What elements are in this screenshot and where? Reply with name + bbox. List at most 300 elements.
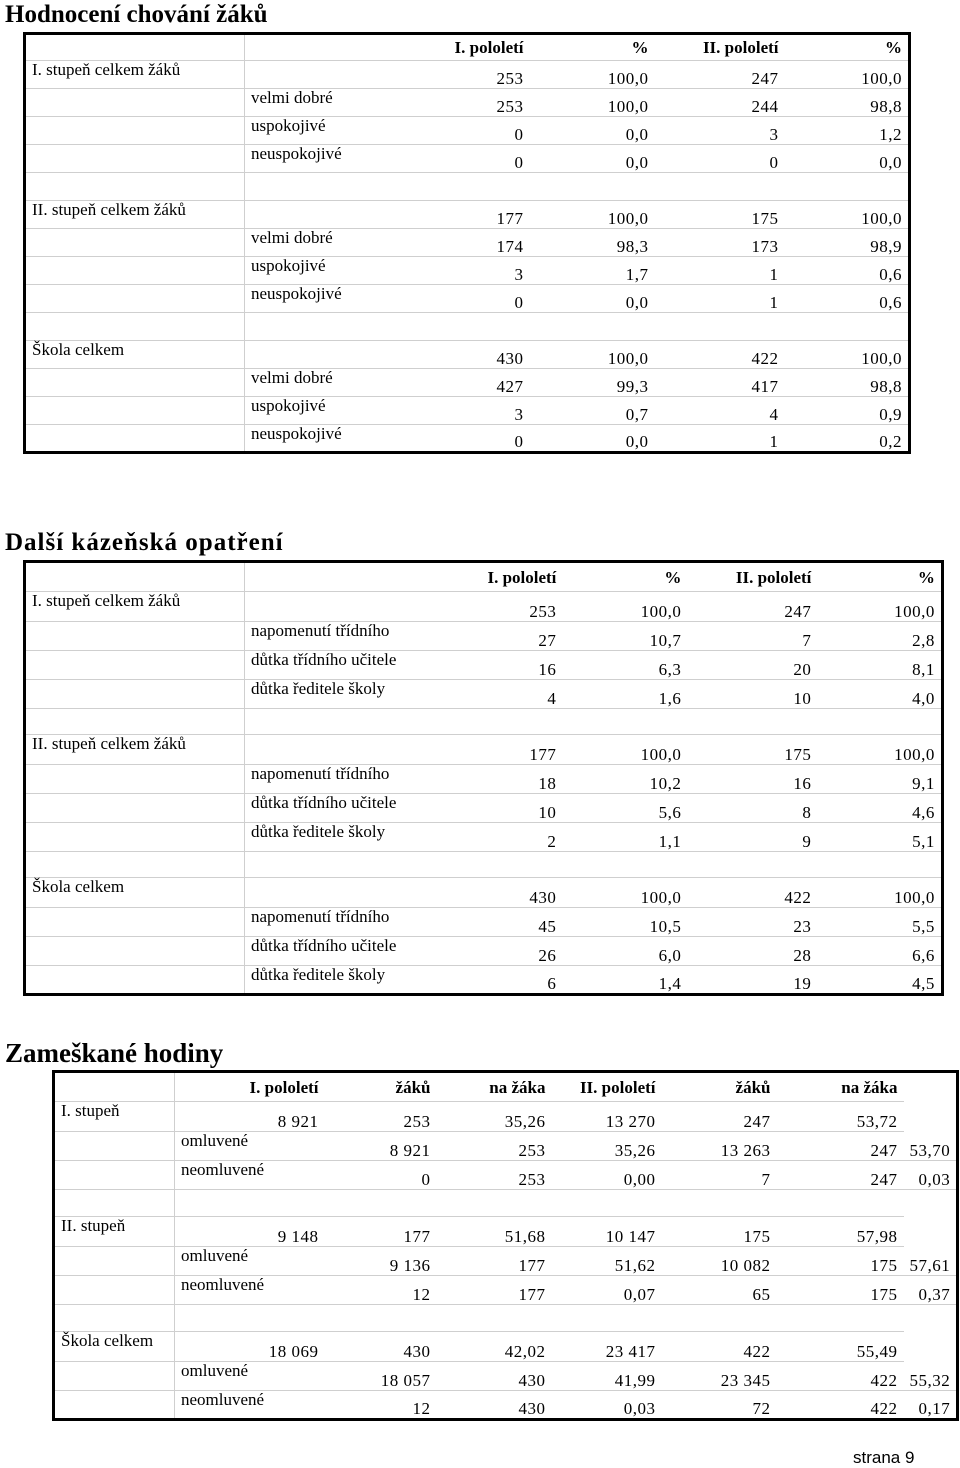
gap-cell [25,173,245,201]
gap-cell [370,173,530,201]
group-label: II. stupeň celkem žáků [25,201,245,229]
group-total-value: 422 [662,1332,777,1362]
row-value: 247 [777,1161,904,1190]
table-header-row [25,562,943,592]
group-total-value: 247 [655,61,785,89]
row-spacer [25,369,245,397]
row-value: 1,4 [562,966,687,995]
row-label: důtka třídního učitele [245,651,403,680]
row-spacer [54,1362,175,1391]
group-label: I. stupeň celkem žáků [25,592,245,622]
row-spacer [54,1161,175,1190]
group-total-value: 422 [655,341,785,369]
row-value: 6,0 [562,937,687,966]
row-value: 0,07 [552,1276,662,1305]
table-row [25,765,943,794]
row-value: 0,17 [904,1391,958,1420]
column-header: na žáka [437,1072,552,1102]
row-label: neuspokojivé [245,425,370,453]
row-value: 10,7 [562,622,687,651]
table-row [25,425,910,453]
gap-cell [25,313,245,341]
group-total-value: 51,68 [437,1217,552,1247]
table-row [54,1391,958,1420]
row-value: 98,8 [785,89,910,117]
row-label: důtka ředitele školy [245,966,403,995]
column-header: žáků [662,1072,777,1102]
row-value: 1 [655,257,785,285]
row-value: 1,6 [562,680,687,709]
header-spacer [245,562,403,592]
group-total-value: 42,02 [437,1332,552,1362]
column-header: na žáka [777,1072,904,1102]
row-value: 72 [662,1391,777,1420]
row-value: 247 [777,1132,904,1161]
row-value: 430 [437,1362,552,1391]
group-total-row [25,735,943,765]
row-spacer [25,425,245,453]
gap-cell [54,1305,175,1332]
row-value: 177 [437,1247,552,1276]
table-row [54,1161,958,1190]
table-header-row [25,34,910,61]
row-value: 9 [687,823,817,852]
header-spacer [54,1072,175,1102]
row-value: 4,5 [817,966,942,995]
table-row [54,1247,958,1276]
table-header-row [54,1072,958,1102]
row-value: 27 [402,622,562,651]
row-value: 5,5 [817,908,942,937]
row-value: 4 [402,680,562,709]
group-total-value: 175 [687,735,817,765]
row-value: 0,2 [785,425,910,453]
row-value: 175 [777,1247,904,1276]
header-spacer [25,562,245,592]
row-value: 1,7 [530,257,655,285]
row-value: 422 [777,1391,904,1420]
row-value: 174 [370,229,530,257]
group-total-value: 430 [402,878,562,908]
gap-cell [687,852,817,878]
row-spacer [25,794,245,823]
row-value: 18 [402,765,562,794]
group-total-value: 100,0 [785,341,910,369]
row-label: důtka třídního učitele [245,937,403,966]
row-label: důtka ředitele školy [245,680,403,709]
header-spacer [25,34,245,61]
table-row [25,229,910,257]
group-gap-row [25,173,910,201]
group-total-value: 100,0 [817,592,942,622]
column-header: % [817,562,942,592]
gap-cell [777,1305,904,1332]
gap-cell [562,852,687,878]
gap-cell [25,852,245,878]
row-value: 9 136 [325,1247,437,1276]
gap-cell [817,709,942,735]
row-value: 12 [325,1391,437,1420]
row-value: 28 [687,937,817,966]
row-spacer [25,937,245,966]
gap-cell [785,173,910,201]
group-total-row [54,1332,958,1362]
row-value: 0,6 [785,285,910,313]
row-label: uspokojivé [245,257,370,285]
column-header: I. pololetí [370,34,530,61]
group-total-value: 175 [655,201,785,229]
row-value: 5,6 [562,794,687,823]
row-value: 19 [687,966,817,995]
row-value: 0 [370,117,530,145]
column-header: % [785,34,910,61]
row-spacer [54,1391,175,1420]
gap-cell [785,313,910,341]
discipline-title: Další kázeňská opatření [5,529,284,556]
row-value: 55,32 [904,1362,958,1391]
row-value: 10 082 [662,1247,777,1276]
row-value: 253 [370,89,530,117]
group-label: Škola celkem [25,878,245,908]
row-value: 3 [370,257,530,285]
group-total-value: 247 [687,592,817,622]
table-row [25,966,943,995]
row-spacer [25,966,245,995]
group-total-row [54,1102,958,1132]
gap-cell [687,709,817,735]
group-label: Škola celkem [54,1332,175,1362]
gap-cell [25,709,245,735]
row-value: 18 057 [325,1362,437,1391]
table-row [25,622,943,651]
row-value: 0,0 [530,145,655,173]
row-label: neomluvené [175,1391,325,1420]
row-value: 417 [655,369,785,397]
table-row [25,145,910,173]
group-total-value: 10 147 [552,1217,662,1247]
row-value: 0 [370,285,530,313]
behavior-table [23,32,911,454]
header-spacer [245,34,370,61]
row-value: 6,3 [562,651,687,680]
discipline-table [23,560,944,996]
row-value: 4 [655,397,785,425]
group-total-value: 253 [370,61,530,89]
group-total-row [54,1217,958,1247]
group-total-value: 175 [662,1217,777,1247]
row-label: velmi dobré [245,229,370,257]
gap-cell [325,1305,437,1332]
row-value: 422 [777,1362,904,1391]
gap-cell [662,1190,777,1217]
row-value: 0,37 [904,1276,958,1305]
row-spacer [25,823,245,852]
row-value: 6,6 [817,937,942,966]
row-value: 253 [437,1161,552,1190]
row-value: 13 263 [662,1132,777,1161]
group-total-value: 100,0 [530,61,655,89]
group-gap-row [25,709,943,735]
group-total-value: 35,26 [437,1102,552,1132]
gap-cell [175,1305,325,1332]
group-total-value: 100,0 [785,201,910,229]
row-value: 98,8 [785,369,910,397]
row-value: 0 [325,1161,437,1190]
row-label: velmi dobré [245,369,370,397]
row-spacer [25,680,245,709]
row-value: 98,9 [785,229,910,257]
group-spacer [245,341,370,369]
column-header: žáků [325,1072,437,1102]
row-spacer [25,117,245,145]
row-value: 8 [687,794,817,823]
row-value: 10 [402,794,562,823]
group-label: II. stupeň celkem žáků [25,735,245,765]
row-value: 23 [687,908,817,937]
group-total-value: 55,49 [777,1332,904,1362]
row-value: 45 [402,908,562,937]
table-row [25,908,943,937]
row-value: 0,03 [904,1161,958,1190]
group-total-value: 100,0 [785,61,910,89]
row-spacer [25,229,245,257]
row-value: 9,1 [817,765,942,794]
column-header: II. pololetí [655,34,785,61]
row-spacer [54,1247,175,1276]
row-value: 0,9 [785,397,910,425]
group-total-value: 253 [325,1102,437,1132]
row-value: 2 [402,823,562,852]
absence-table [52,1070,959,1421]
row-value: 0,6 [785,257,910,285]
row-value: 16 [687,765,817,794]
gap-cell [245,173,370,201]
table-row [25,823,943,852]
group-total-value: 422 [687,878,817,908]
row-value: 427 [370,369,530,397]
row-value: 10 [687,680,817,709]
row-value: 4,6 [817,794,942,823]
row-value: 0 [370,425,530,453]
row-value: 1 [655,425,785,453]
row-value: 7 [687,622,817,651]
group-total-value: 100,0 [562,735,687,765]
behavior-title: Hodnocení chování žáků [5,1,268,28]
group-total-value: 430 [325,1332,437,1362]
group-total-value: 253 [402,592,562,622]
gap-cell [777,1190,904,1217]
group-total-row [25,878,943,908]
table-row [25,257,910,285]
row-value: 253 [437,1132,552,1161]
table-row [54,1362,958,1391]
group-total-value: 100,0 [817,878,942,908]
group-total-value: 23 417 [552,1332,662,1362]
group-label: I. stupeň celkem žáků [25,61,245,89]
row-value: 1,1 [562,823,687,852]
row-value: 20 [687,651,817,680]
row-value: 430 [437,1391,552,1420]
gap-cell [245,852,403,878]
gap-cell [245,313,370,341]
row-value: 100,0 [530,89,655,117]
row-value: 0 [655,145,785,173]
row-value: 175 [777,1276,904,1305]
column-header: II. pololetí [687,562,817,592]
group-gap-row [25,852,943,878]
row-label: důtka třídního učitele [245,794,403,823]
group-total-value: 177 [402,735,562,765]
row-value: 7 [662,1161,777,1190]
table-row [25,651,943,680]
group-label: Škola celkem [25,341,245,369]
group-gap-row [25,313,910,341]
row-value: 65 [662,1276,777,1305]
row-value: 244 [655,89,785,117]
row-value: 0 [370,145,530,173]
row-value: 0,0 [785,145,910,173]
row-value: 1 [655,285,785,313]
row-value: 57,61 [904,1247,958,1276]
row-label: napomenutí třídního [245,908,403,937]
gap-cell [402,852,562,878]
row-value: 51,62 [552,1247,662,1276]
row-value: 5,1 [817,823,942,852]
row-spacer [25,145,245,173]
row-value: 177 [437,1276,552,1305]
row-label: neomluvené [175,1161,325,1190]
gap-cell [530,313,655,341]
group-total-value: 177 [325,1217,437,1247]
gap-cell [530,173,655,201]
gap-cell [552,1305,662,1332]
row-label: uspokojivé [245,397,370,425]
row-value: 98,3 [530,229,655,257]
group-gap-row [54,1305,958,1332]
row-value: 99,3 [530,369,655,397]
group-total-value: 57,98 [777,1217,904,1247]
page-number: strana 9 [853,1448,915,1467]
group-total-value: 9 148 [175,1217,325,1247]
row-spacer [25,622,245,651]
group-total-value: 100,0 [817,735,942,765]
table-row [25,285,910,313]
row-value: 10,5 [562,908,687,937]
group-total-value: 53,72 [777,1102,904,1132]
row-spacer [25,397,245,425]
group-total-value: 100,0 [530,201,655,229]
row-value: 53,70 [904,1132,958,1161]
group-total-row [25,341,910,369]
column-header: % [562,562,687,592]
gap-cell [54,1190,175,1217]
row-value: 0,0 [530,117,655,145]
group-total-value: 13 270 [552,1102,662,1132]
absence-title: Zameškané hodiny [5,1038,224,1068]
row-value: 173 [655,229,785,257]
row-spacer [54,1132,175,1161]
group-total-value: 100,0 [562,878,687,908]
row-spacer [25,89,245,117]
row-label: velmi dobré [245,89,370,117]
row-label: omluvené [175,1362,325,1391]
row-value: 0,03 [552,1391,662,1420]
gap-cell [370,313,530,341]
gap-cell [325,1190,437,1217]
group-total-value: 100,0 [562,592,687,622]
gap-cell [245,709,403,735]
group-total-value: 177 [370,201,530,229]
row-value: 0,00 [552,1161,662,1190]
row-value: 8 921 [325,1132,437,1161]
row-spacer [25,257,245,285]
group-label: II. stupeň [54,1217,175,1247]
group-total-row [25,592,943,622]
table-row [25,937,943,966]
row-label: napomenutí třídního [245,765,403,794]
row-value: 12 [325,1276,437,1305]
row-value: 0,0 [530,285,655,313]
table-row [25,369,910,397]
row-label: neuspokojivé [245,285,370,313]
column-header: II. pololetí [552,1072,662,1102]
table-row [25,680,943,709]
group-spacer [245,61,370,89]
table-row [25,89,910,117]
row-spacer [25,651,245,680]
row-value: 0,0 [530,425,655,453]
group-spacer [245,201,370,229]
row-spacer [25,285,245,313]
row-value: 4,0 [817,680,942,709]
table-row [25,117,910,145]
row-spacer [54,1276,175,1305]
row-label: napomenutí třídního [245,622,403,651]
table-row [25,794,943,823]
row-value: 3 [655,117,785,145]
table-row [54,1276,958,1305]
group-spacer [245,592,403,622]
row-value: 26 [402,937,562,966]
gap-cell [562,709,687,735]
row-label: omluvené [175,1247,325,1276]
table-row [25,397,910,425]
column-header: % [530,34,655,61]
row-value: 2,8 [817,622,942,651]
group-total-value: 18 069 [175,1332,325,1362]
row-value: 1,2 [785,117,910,145]
row-value: 41,99 [552,1362,662,1391]
row-label: důtka ředitele školy [245,823,403,852]
row-value: 35,26 [552,1132,662,1161]
row-spacer [25,765,245,794]
row-label: uspokojivé [245,117,370,145]
row-value: 16 [402,651,562,680]
group-spacer [245,735,403,765]
row-value: 3 [370,397,530,425]
group-label: I. stupeň [54,1102,175,1132]
gap-cell [662,1305,777,1332]
gap-cell [175,1190,325,1217]
group-total-value: 8 921 [175,1102,325,1132]
row-value: 23 345 [662,1362,777,1391]
row-value: 10,2 [562,765,687,794]
row-label: neomluvené [175,1276,325,1305]
group-gap-row [54,1190,958,1217]
group-total-value: 100,0 [530,341,655,369]
table-row [54,1132,958,1161]
row-value: 6 [402,966,562,995]
